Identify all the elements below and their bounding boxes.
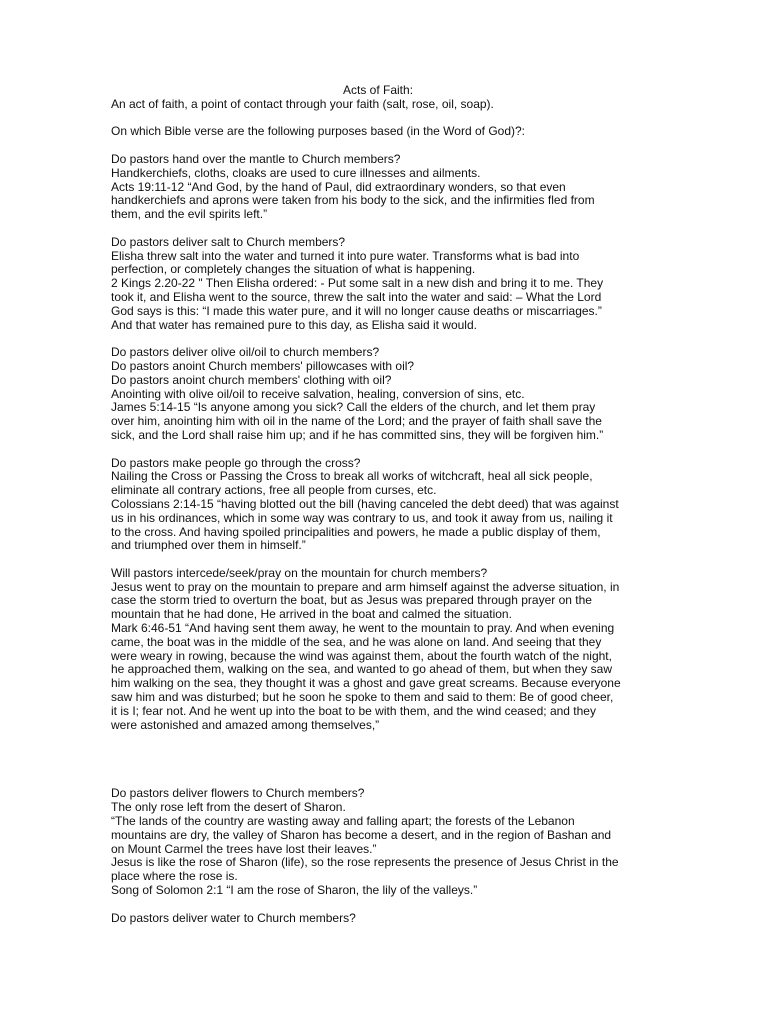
text-line: 2 Kings 2.20-22 " Then Elisha ordered: - Put some salt in a new dish and bring it to me. They [111, 276, 604, 291]
text-line: Do pastors anoint Church members' pillowcases with oil? [111, 358, 415, 373]
text-line: God says is this: “I made this water pure, and it will no longer cause deaths or miscarriages.” [111, 303, 602, 318]
text-line: us in his ordinances, which in some way was contrary to us, and took it away from us, nailing it [111, 510, 613, 525]
text-line: on Mount Carmel the trees have lost their leaves.” [111, 841, 377, 856]
text-line: came, the boat was in the middle of the sea, and he was alone on land. And seeing that they [111, 634, 602, 649]
text-line: it is I; fear not. And he went up into the boat to be with them, and the wind ceased; and they [111, 703, 596, 718]
text-line: And that water has remained pure to this day, as Elisha said it would. [111, 317, 477, 332]
text-line: over him, anointing him with oil in the name of the Lord; and the prayer of faith shall save the [111, 414, 602, 429]
document-page [111, 84, 659, 939]
section-cross [111, 457, 659, 554]
section-salt [111, 236, 659, 333]
text-line: Do pastors anoint church members' clothing with oil? [111, 372, 392, 387]
text-line: James 5:14-15 “Is anyone among you sick? Call the elders of the church, and let them pray [111, 400, 596, 415]
text-line: them, and the evil spirits left.” [111, 207, 268, 222]
text-line: Elisha threw salt into the water and turned it into pure water. Transforms what is bad into [111, 248, 580, 263]
text-line: saw him and was disturbed; but he soon he spoke to them and said to them: Be of good cheer, [111, 690, 614, 705]
text-line: handkerchiefs and aprons were taken from his body to the sick, and the infirmities fled from [111, 193, 595, 208]
text-line: Anointing with olive oil/oil to receive salvation, healing, conversion of sins, etc. [111, 386, 525, 401]
section-heading: Do pastors deliver olive oil/oil to church members? [111, 345, 380, 360]
text-line: Mark 6:46-51 “And having sent them away, he went to the mountain to pray. And when evening [111, 621, 615, 636]
section-water [111, 912, 659, 926]
text-line: Jesus went to pray on the mountain to prepare and arm himself against the adverse situation, in [111, 579, 620, 594]
text-line: he approached them, walking on the sea, and wanted to go ahead of them, but when they saw [111, 662, 613, 677]
text-line: mountain that he had done, He arrived in the boat and calmed the situation. [111, 607, 512, 622]
text-line: sick, and the Lord shall raise him up; and if he has committed sins, they will be forgiven him.” [111, 427, 604, 442]
intro-paragraph [111, 98, 659, 112]
section-mantle [111, 153, 659, 222]
question-paragraph [111, 125, 659, 139]
text-line: took it, and Elisha went to the source, threw the salt into the water and said: – What the Lord [111, 289, 602, 304]
section-heading: Do pastors make people go through the cross? [111, 455, 361, 470]
document-title: Acts of Faith: [343, 83, 414, 97]
section-heading: Do pastors hand over the mantle to Church members? [111, 151, 401, 166]
text-line: Handkerchiefs, cloths, cloaks are used to cure illnesses and ailments. [111, 165, 481, 180]
text-line: and triumphed over them in himself.” [111, 538, 306, 553]
text-line: mountains are dry, the valley of Sharon has become a desert, and in the region of Bashan and [111, 827, 612, 842]
section-heading: Do pastors deliver flowers to Church members? [111, 786, 365, 801]
section-flowers [111, 787, 659, 897]
text-line: The only rose left from the desert of Sharon. [111, 800, 346, 815]
text-line: eliminate all contrary actions, free all people from curses, etc. [111, 483, 437, 498]
text-line: An act of faith, a point of contact through your faith (salt, rose, oil, soap). [111, 96, 494, 111]
text-line: case the storm tried to overturn the boat, but as Jesus was prepared through prayer on the [111, 593, 592, 608]
text-line: him walking on the sea, they thought it was a ghost and gave great screams. Because everyone [111, 676, 621, 691]
section-heading: Do pastors deliver salt to Church members? [111, 234, 346, 249]
text-line: were weary in rowing, because the wind was against them, about the fourth watch of the night, [111, 648, 612, 663]
section-mountain [111, 567, 659, 733]
text-line: Jesus is like the rose of Sharon (life), so the rose represents the presence of Jesus Christ in the [111, 855, 619, 870]
text-line: Acts 19:11-12 “And God, by the hand of Paul, did extraordinary wonders, so that even [111, 179, 566, 194]
text-line: Nailing the Cross or Passing the Cross to break all works of witchcraft, heal all sick people, [111, 469, 593, 484]
text-line: Song of Solomon 2:1 “I am the rose of Sharon, the lily of the valleys.” [111, 883, 478, 898]
text-line: “The lands of the country are wasting away and falling apart; the forests of the Lebanon [111, 814, 575, 829]
text-line: to the cross. And having spoiled principalities and powers, he made a public display of them, [111, 524, 601, 539]
text-line: were astonished and amazed among themselves,” [111, 717, 380, 732]
text-line: On which Bible verse are the following purposes based (in the Word of God)?: [111, 124, 525, 139]
section-oil [111, 346, 659, 443]
section-heading: Will pastors intercede/seek/pray on the mountain for church members? [111, 565, 488, 580]
text-line: place where the rose is. [111, 869, 238, 884]
text-line: perfection, or completely changes the situation of what is happening. [111, 262, 476, 277]
text-line: Colossians 2:14-15 “having blotted out the bill (having canceled the debt deed) that was against [111, 496, 619, 511]
section-heading: Do pastors deliver water to Church members? [111, 910, 356, 925]
